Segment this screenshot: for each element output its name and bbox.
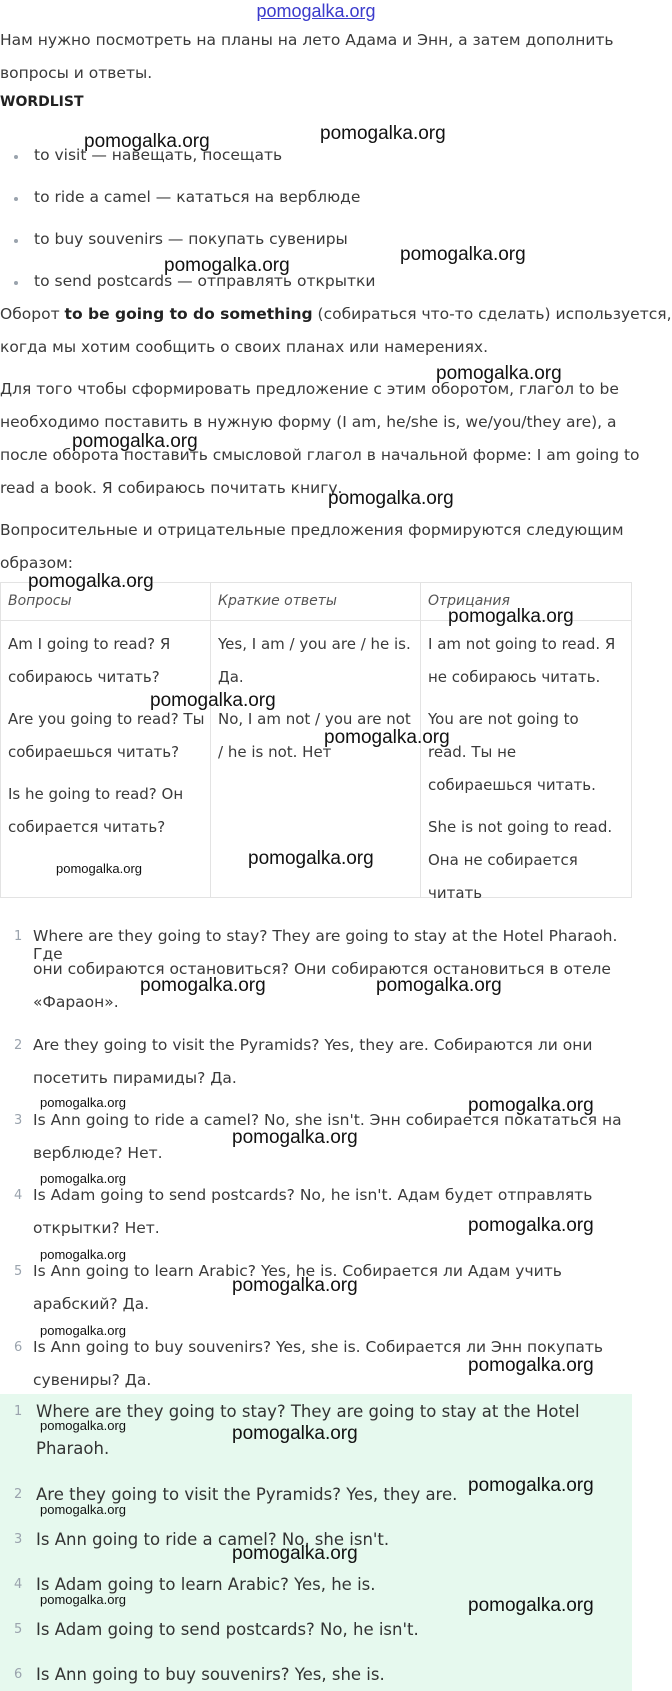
watermark: pomogalka.org xyxy=(436,363,562,384)
summary-number: 4 xyxy=(14,1577,23,1592)
summary-line: Is Ann going to buy souvenirs? Yes, she is. xyxy=(36,1665,385,1684)
watermark: pomogalka.org xyxy=(140,975,266,996)
summary-line: Is Adam going to send postcards? No, he isn't. xyxy=(36,1620,419,1639)
table-cell: читать xyxy=(428,884,483,902)
watermark: pomogalka.org xyxy=(40,1323,126,1338)
answer-number: 5 xyxy=(14,1264,23,1279)
answer-number: 6 xyxy=(14,1340,23,1355)
answer-line: Is Ann going to buy souvenirs? Yes, she is. Собирается ли Энн покупать xyxy=(33,1338,604,1356)
bullet-icon xyxy=(14,155,18,159)
answer-line: Where are they going to stay? They are going to stay at the Hotel Pharaoh. Где xyxy=(33,927,618,963)
site-header-link[interactable]: pomogalka.org xyxy=(256,1,376,21)
table-cell: read. Ты не xyxy=(428,743,517,761)
answer-number: 4 xyxy=(14,1188,23,1203)
watermark: pomogalka.org xyxy=(324,727,450,748)
answer-number: 2 xyxy=(14,1038,23,1053)
construction-after: (собираться что-то сделать) используется, xyxy=(312,305,672,323)
watermark: pomogalka.org xyxy=(400,244,526,265)
watermark: pomogalka.org xyxy=(468,1475,594,1496)
summary-number: 1 xyxy=(14,1404,23,1419)
bullet-icon xyxy=(14,197,18,201)
table-cell: Она не собирается xyxy=(428,851,578,869)
watermark: pomogalka.org xyxy=(40,1247,126,1262)
table-cell: собирается читать? xyxy=(8,818,166,836)
table-header-short-answers: Краткие ответы xyxy=(218,593,337,609)
watermark: pomogalka.org xyxy=(72,431,198,452)
watermark: pomogalka.org xyxy=(328,488,454,509)
answer-number: 3 xyxy=(14,1113,23,1128)
table-cell: Yes, I am / you are / he is. xyxy=(218,635,411,653)
summary-line: Where are they going to stay? They are going to stay at the Hotel xyxy=(36,1402,580,1421)
formation-line: после оборота поставить смысловой глагол в начальной форме: I am going to xyxy=(0,446,640,464)
answer-line: Are they going to visit the Pyramids? Yes, they are. Собираются ли они xyxy=(33,1036,593,1054)
watermark: pomogalka.org xyxy=(40,1418,126,1433)
watermark: pomogalka.org xyxy=(232,1423,358,1444)
construction-line-1 xyxy=(0,305,672,323)
table-border xyxy=(210,582,211,898)
table-header-negatives: Отрицания xyxy=(428,593,510,609)
watermark: pomogalka.org xyxy=(468,1215,594,1236)
watermark: pomogalka.org xyxy=(232,1543,358,1564)
watermark: pomogalka.org xyxy=(232,1127,358,1148)
table-cell: собираюсь читать? xyxy=(8,668,160,686)
table-cell: / he is not. Нет xyxy=(218,743,332,761)
watermark: pomogalka.org xyxy=(150,690,276,711)
answer-line: Is Ann going to learn Arabic? Yes, he is. Собирается ли Адам учить xyxy=(33,1262,562,1280)
answer-line: открытки? Нет. xyxy=(33,1219,160,1237)
bullet-icon xyxy=(14,281,18,285)
formation-line: read a book. Я собираюсь почитать книгу. xyxy=(0,479,343,497)
wordlist-title: WORDLIST xyxy=(0,94,84,110)
table-cell: собираешься читать. xyxy=(428,776,596,794)
watermark: pomogalka.org xyxy=(56,861,142,876)
summary-number: 6 xyxy=(14,1667,23,1682)
wordlist-item: to buy souvenirs — покупать сувениры xyxy=(34,230,348,248)
question-formation-line: образом: xyxy=(0,554,74,572)
watermark: pomogalka.org xyxy=(320,123,446,144)
answer-line: посетить пирамиды? Да. xyxy=(33,1069,237,1087)
table-cell: не собираюсь читать. xyxy=(428,668,601,686)
table-border xyxy=(0,582,1,898)
answer-line: Is Adam going to send postcards? No, he isn't. Адам будет отправлять xyxy=(33,1186,593,1204)
formation-line: необходимо поставить в нужную форму (I am, he/she is, we/you/they are), а xyxy=(0,413,617,431)
table-cell: Are you going to read? Ты xyxy=(8,710,205,728)
watermark: pomogalka.org xyxy=(376,975,502,996)
construction-bold: to be going to do something xyxy=(64,305,313,323)
watermark: pomogalka.org xyxy=(40,1095,126,1110)
summary-number: 3 xyxy=(14,1532,23,1547)
watermark: pomogalka.org xyxy=(40,1502,126,1517)
table-cell: I am not going to read. Я xyxy=(428,635,616,653)
watermark: pomogalka.org xyxy=(248,848,374,869)
watermark: pomogalka.org xyxy=(164,255,290,276)
construction-line-2: когда мы хотим сообщить о своих планах или намерениях. xyxy=(0,338,489,356)
summary-number: 5 xyxy=(14,1622,23,1637)
table-border xyxy=(0,897,632,898)
wordlist-item: to ride a camel — кататься на верблюде xyxy=(34,188,361,206)
answer-line: сувениры? Да. xyxy=(33,1371,152,1389)
summary-line: Is Adam going to learn Arabic? Yes, he is. xyxy=(36,1575,376,1594)
summary-line: Are they going to visit the Pyramids? Yes, they are. xyxy=(36,1485,458,1504)
table-cell: You are not going to xyxy=(428,710,579,728)
table-cell: Am I going to read? Я xyxy=(8,635,171,653)
answer-number: 1 xyxy=(14,929,23,944)
question-formation-line: Вопросительные и отрицательные предложения формируются следующим xyxy=(0,521,624,539)
watermark: pomogalka.org xyxy=(40,1171,126,1186)
answer-line: Is Ann going to ride a camel? No, she isn't. Энн собирается покататься на xyxy=(33,1111,622,1129)
watermark: pomogalka.org xyxy=(84,131,210,152)
wordlist-item: to send postcards — отправлять открытки xyxy=(34,272,376,290)
answer-line: арабский? Да. xyxy=(33,1295,150,1313)
table-cell: Да. xyxy=(218,668,244,686)
table-cell: собираешься читать? xyxy=(8,743,180,761)
table-border xyxy=(631,582,632,898)
watermark: pomogalka.org xyxy=(468,1095,594,1116)
intro-line-1: Нам нужно посмотреть на планы на лето Адама и Энн, а затем дополнить xyxy=(0,31,614,49)
answer-line: верблюде? Нет. xyxy=(33,1144,163,1162)
bullet-icon xyxy=(14,239,18,243)
watermark: pomogalka.org xyxy=(448,606,574,627)
watermark: pomogalka.org xyxy=(28,571,154,592)
intro-line-2: вопросы и ответы. xyxy=(0,64,153,82)
summary-line: Pharaoh. xyxy=(36,1439,110,1458)
answer-line: «Фараон». xyxy=(33,993,119,1011)
table-cell: Is he going to read? Он xyxy=(8,785,184,803)
construction-before: Оборот xyxy=(0,305,65,323)
wordlist-item: to visit — навещать, посещать xyxy=(34,146,283,164)
summary-number: 2 xyxy=(14,1487,23,1502)
answer-line: они собираются остановиться? Они собираются остановиться в отеле xyxy=(33,960,611,978)
watermark: pomogalka.org xyxy=(232,1275,358,1296)
formation-line: Для того чтобы сформировать предложение с этим оборотом, глагол to be xyxy=(0,380,619,398)
table-header-questions: Вопросы xyxy=(8,593,72,609)
table-cell: No, I am not / you are not xyxy=(218,710,411,728)
table-cell: She is not going to read. xyxy=(428,818,613,836)
watermark: pomogalka.org xyxy=(468,1355,594,1376)
summary-line: Is Ann going to ride a camel? No, she isn't. xyxy=(36,1530,390,1549)
watermark: pomogalka.org xyxy=(40,1592,126,1607)
watermark: pomogalka.org xyxy=(468,1595,594,1616)
